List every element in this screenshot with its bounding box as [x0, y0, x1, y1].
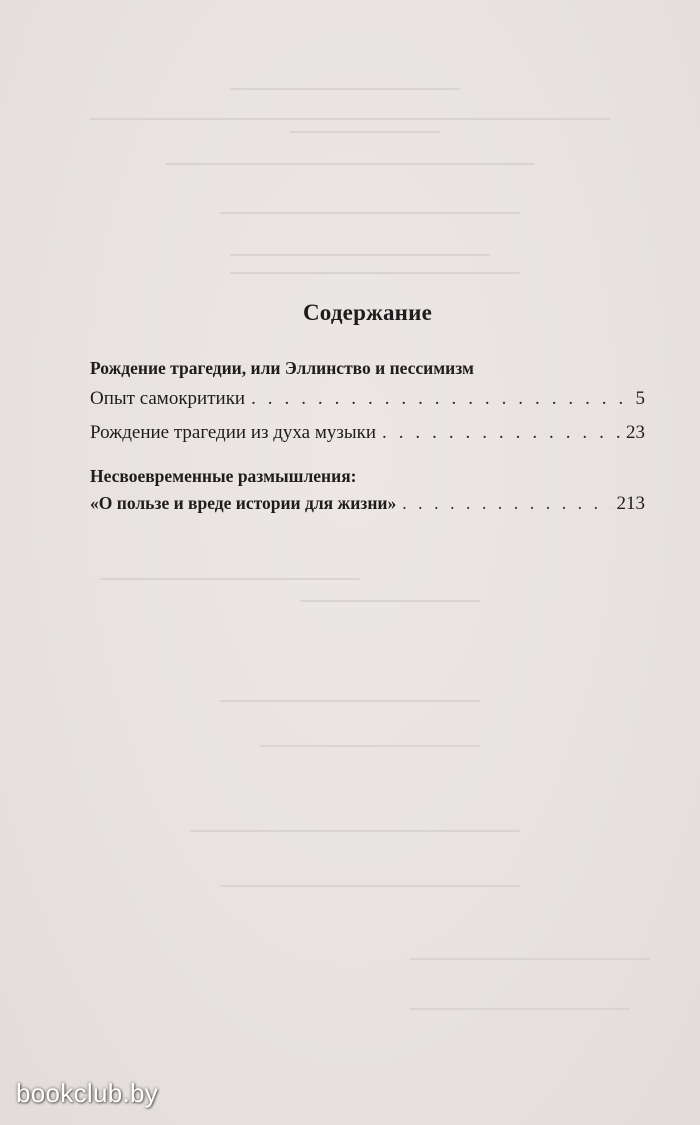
toc-entry [90, 386, 645, 412]
leader-dots [382, 420, 620, 446]
toc-entry-page: 213 [616, 493, 645, 514]
bleed-through-line [190, 830, 520, 832]
toc-entry-page: 5 [635, 388, 645, 409]
bleed-through-line [165, 163, 535, 165]
toc-entry-label: «О пользе и вреде истории для жизни» [90, 493, 397, 513]
site-watermark: bookclub.by [16, 1078, 159, 1108]
bleed-through-line [220, 700, 480, 702]
leader-dots [251, 386, 629, 412]
bleed-through-line [410, 958, 650, 960]
toc-entry [90, 490, 645, 517]
bleed-through-line [260, 745, 480, 747]
bleed-through-line [220, 212, 520, 214]
table-of-contents [90, 300, 645, 517]
toc-title: Содержание [303, 300, 432, 325]
leader-dots [402, 490, 610, 516]
bleed-through-line [230, 254, 490, 256]
bleed-through-line [410, 1008, 630, 1010]
bleed-through-line [230, 88, 460, 90]
bleed-through-line [300, 600, 480, 602]
bleed-through-line [220, 885, 520, 887]
toc-entry-label: Рождение трагедии из духа музыки [90, 422, 377, 443]
toc-entry-page: 23 [626, 422, 645, 443]
bleed-through-line [90, 118, 610, 120]
section-heading-part1: Рождение трагедии, или Эллинство и пессимизм [90, 358, 474, 378]
toc-entry-label: Опыт самокритики [90, 388, 246, 409]
section-heading-part2: Несвоевременные размышления: [90, 466, 357, 486]
toc-entry [90, 420, 645, 446]
bleed-through-line [230, 272, 520, 274]
bleed-through-line [100, 578, 360, 580]
bleed-through-line [290, 131, 440, 133]
